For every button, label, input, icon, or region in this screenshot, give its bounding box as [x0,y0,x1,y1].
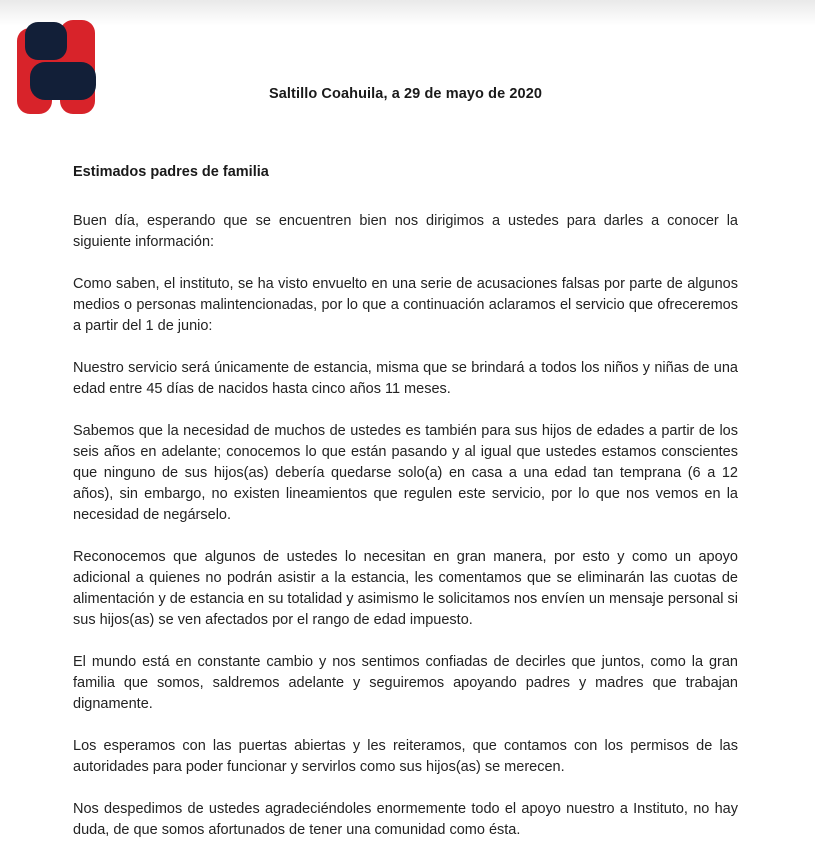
body-paragraph: Buen día, esperando que se encuentren bien nos dirigimos a ustedes para darles a conocer la siguiente información: [73,212,738,250]
body-paragraph: El mundo está en constante cambio y nos sentimos confiadas de decirles que juntos, como la gran familia que somos, saldremos adelante y seguiremos apoyando padres y madres que trabajan dignamente. [73,653,738,712]
body-paragraph: Reconocemos que algunos de ustedes lo necesitan en gran manera, por esto y como un apoyo adicional a quienes no podrán asistir a la estancia, les comentamos que se eliminarán las cuotas de alimentación y de estancia en su totalidad y asimismo le solicitamos nos envíen un mensaje personal si sus hijos(as) se ven afectados por el rango de edad impuesto. [73,548,738,628]
date-line: Saltillo Coahuila, a 29 de mayo de 2020 [268,86,543,102]
logo-navy-square-shape [25,22,67,60]
body-paragraph: Como saben, el instituto, se ha visto envuelto en una serie de acusaciones falsas por parte de algunos medios o personas malintencionadas, por lo que a continuación aclaramos el servicio que ofreceremos a partir del 1 de junio: [73,275,738,334]
body-paragraph: Sabemos que la necesidad de muchos de ustedes es también para sus hijos de edades a partir de los seis años en adelante; conocemos lo que están pasando y al igual que ustedes estamos conscientes que ninguno de sus hijos(as) debería quedarse solo(a) en casa a una edad tan temprana (6 a 12 años), sin embargo, no existen lineamientos que regulen este servicio, por lo que nos vemos en la necesidad de negárselo. [73,422,738,523]
body-paragraph: Nos despedimos de ustedes agradeciéndoles enormemente todo el apoyo nuestro a Instituto, no hay duda, de que somos afortunados de tener una comunidad como ésta. [73,800,738,838]
body-paragraph: Los esperamos con las puertas abiertas y les reiteramos, que contamos con los permisos de las autoridades para poder funcionar y servirlos como sus hijos(as) se merecen. [73,737,738,775]
salutation: Estimados padres de familia [73,164,269,180]
letter-body [73,163,738,841]
body-paragraph: Nuestro servicio será únicamente de estancia, misma que se brindará a todos los niños y niñas de una edad entre 45 días de nacidos hasta cinco años 11 meses. [73,359,738,397]
